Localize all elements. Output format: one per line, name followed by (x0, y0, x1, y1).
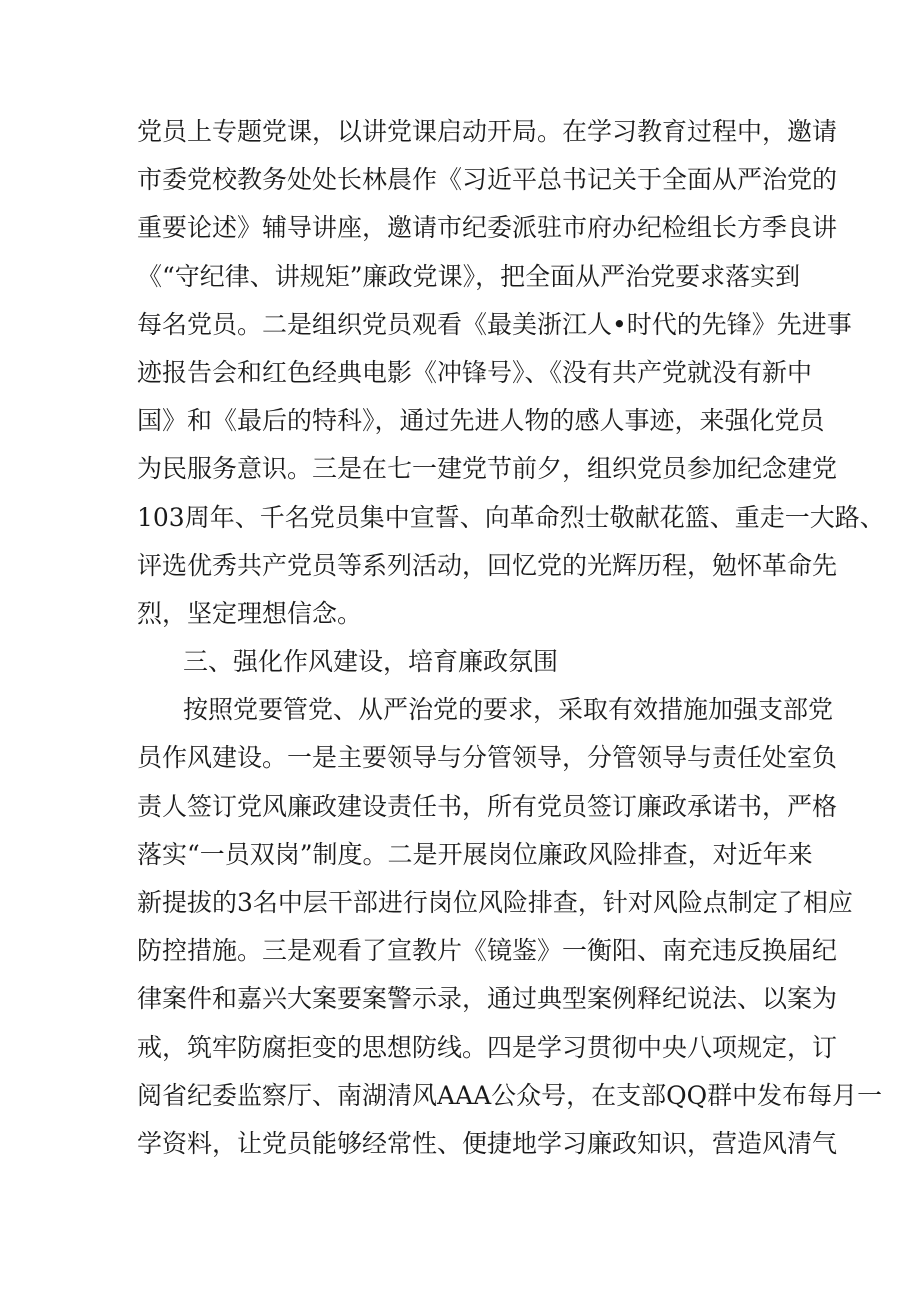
text-line-content: 戒，筑牢防腐拒变的思想防线。四是学习贯彻中央八项规定，订 (137, 1032, 838, 1062)
text-line-content: 阅省纪委监察厅、南湖清风AAA公众号，在支部QQ群中发布每月一 (137, 1080, 883, 1110)
text-line (137, 1120, 838, 1168)
text-line-content: 国》和《最后的特科》，通过先进人物的感人事迹，来强化党员 (137, 406, 825, 436)
text-line-content: 迹报告会和红色经典电影《冲锋号》、《没有共产党就没有新中 (137, 357, 813, 387)
text-line (137, 542, 838, 590)
section-heading-text: 三、强化作风建设，培育廉政氛围 (183, 647, 559, 677)
text-line-content: 《“守纪律、讲规矩”廉政党课》，把全面从严治党要求落实到 (137, 261, 801, 291)
text-line (137, 783, 838, 831)
text-line (137, 590, 797, 638)
text-line (137, 927, 838, 975)
text-line-content: 为民服务意识。三是在七一建党节前夕，组织党员参加纪念建党 (137, 454, 838, 484)
text-line (137, 108, 838, 156)
text-line-content: 重要论述》辅导讲座，邀请市纪委派驻市府办纪检组长方季良讲 (137, 213, 838, 243)
text-line (137, 1024, 838, 1072)
text-line (137, 879, 853, 927)
text-line-content: 律案件和嘉兴大案要案警示录，通过典型案例释纪说法、以案为 (137, 984, 838, 1014)
text-line (137, 349, 813, 397)
text-line-content: 每名党员。二是组织党员观看《最美浙江人•时代的先锋》先进事 (137, 309, 852, 339)
text-line-content: 按照党要管党、从严治党的要求，采取有效措施加强支部党 (183, 695, 834, 725)
text-line (137, 975, 838, 1023)
text-line (137, 397, 825, 445)
text-line-content: 防控措施。三是观看了宣教片《镜鉴》一衡阳、南充违反换届纪 (137, 936, 838, 966)
text-line (137, 494, 885, 542)
text-line-content: 评选优秀共产党员等系列活动，回忆党的光辉历程，勉怀革命先 (137, 550, 838, 580)
text-line (137, 686, 834, 734)
text-line (137, 253, 801, 301)
text-line-content: 落实“一员双岗”制度。二是开展岗位廉政风险排查，对近年来 (137, 839, 813, 869)
text-line (137, 734, 838, 782)
text-line (137, 156, 838, 204)
text-line (137, 301, 852, 349)
text-line-content: 学资料，让党员能够经常性、便捷地学习廉政知识，营造风清气 (137, 1128, 838, 1158)
text-line-content: 责人签订党风廉政建设责任书，所有党员签订廉政承诺书，严格 (137, 791, 838, 821)
text-line (137, 445, 838, 493)
text-line-content: 烈，坚定理想信念。 (137, 598, 363, 628)
document-body (137, 108, 885, 1168)
text-line-content: 党员上专题党课，以讲党课启动开局。在学习教育过程中，邀请 (137, 117, 838, 146)
text-line-content: 新提拔的3名中层干部进行岗位风险排查，针对风险点制定了相应 (137, 888, 853, 917)
text-line (137, 204, 838, 252)
text-line (137, 1072, 883, 1120)
text-line (137, 831, 813, 879)
text-line-content: 103周年、千名党员集中宣誓、向革命烈士敬献花篮、重走一大路、 (137, 502, 885, 532)
text-line-content: 员作风建设。一是主要领导与分管领导，分管领导与责任处室负 (137, 743, 838, 773)
text-line-content: 市委党校教务处处长林晨作《习近平总书记关于全面从严治党的 (137, 165, 838, 195)
section-heading (137, 638, 797, 686)
